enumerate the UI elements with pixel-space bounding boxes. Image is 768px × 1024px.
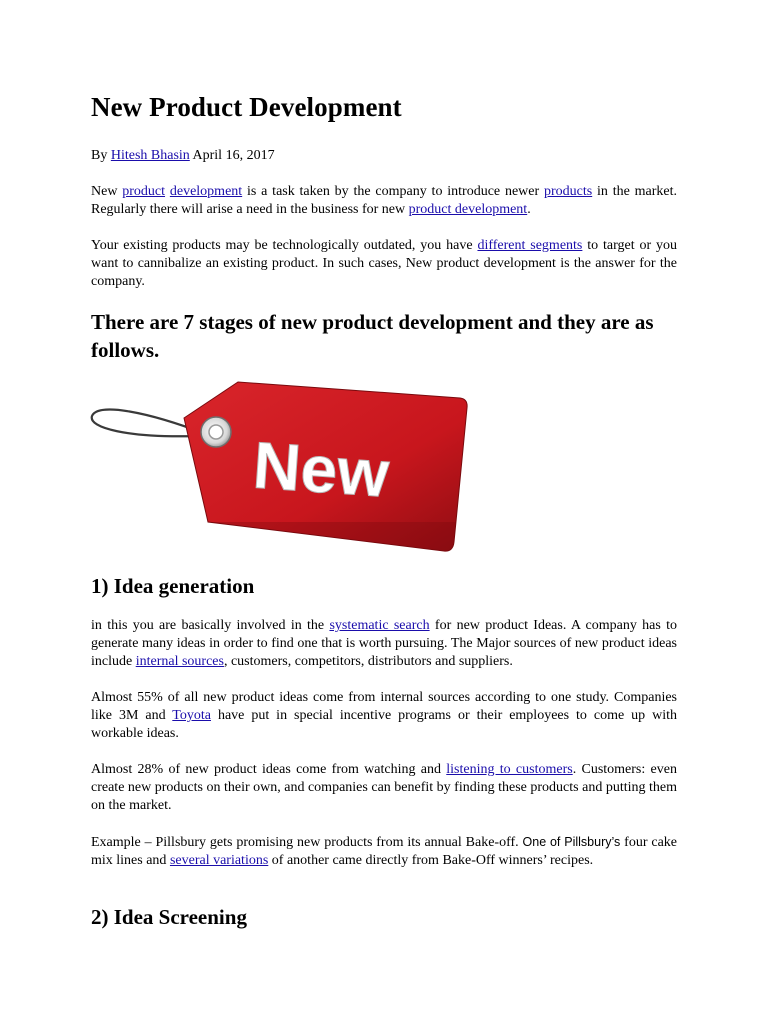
internal-sources-link[interactable]: internal sources <box>135 654 224 669</box>
section-1-paragraph-1: in this you are basically involved in the systematic search for new product Ideas. A company has to generate many ideas in order to find one that is worth pursuing. The Major sources of new product ideas include internal sources, customers, competitors, distributors and suppliers. <box>91 618 678 669</box>
intro-paragraph-1: New product development is a task taken by the company to introduce newer products in the market. Regularly there will arise a need in the business for new product development. <box>91 184 678 217</box>
intro-paragraph-2: Your existing products may be technologically outdated, you have different segments to target or you want to cannibalize an existing product. In such cases, New product development is the answer for the company. <box>91 238 678 289</box>
products-link[interactable]: products <box>543 184 593 199</box>
new-tag-image <box>88 372 472 556</box>
tag-text: New <box>250 427 392 511</box>
page-title: New Product Development <box>91 92 402 122</box>
systematic-search-link[interactable]: systematic search <box>329 618 430 633</box>
section-1-paragraph-2: Almost 55% of all new product ideas come from internal sources according to one study. Companies like 3M and Toyota have put in special incentive programs or their employees to come up with workable ideas. <box>91 690 678 741</box>
stages-heading: There are 7 stages of new product development and they are as follows. <box>91 310 654 362</box>
product-development-link[interactable]: product development <box>408 202 528 217</box>
several-variations-link[interactable]: several variations <box>169 853 269 868</box>
listening-to-customers-link[interactable]: listening to customers <box>446 762 573 777</box>
publish-date: April 16, 2017 <box>189 148 275 163</box>
byline: By Hitesh Bhasin April 16, 2017 <box>91 148 275 163</box>
section-1-heading: 1) Idea generation <box>91 574 255 598</box>
product-link[interactable]: product <box>122 184 166 199</box>
toyota-link[interactable]: Toyota <box>172 708 211 723</box>
section-1-paragraph-4: Example – Pillsbury gets promising new products from its annual Bake-off. One of Pillsbury’s four cake mix lines and several variations of another came directly from Bake-Off winners’ recipes. <box>91 835 678 868</box>
section-1-paragraph-3: Almost 28% of new product ideas come from watching and listening to customers. Customers: even create new products on their own, and companies can benefit by finding these products and putting them on the market. <box>91 762 677 813</box>
section-2-heading: 2) Idea Screening <box>91 905 247 929</box>
different-segments-link[interactable]: different segments <box>477 238 583 253</box>
development-link[interactable]: development <box>169 184 243 199</box>
author-link[interactable]: Hitesh Bhasin <box>110 148 190 163</box>
